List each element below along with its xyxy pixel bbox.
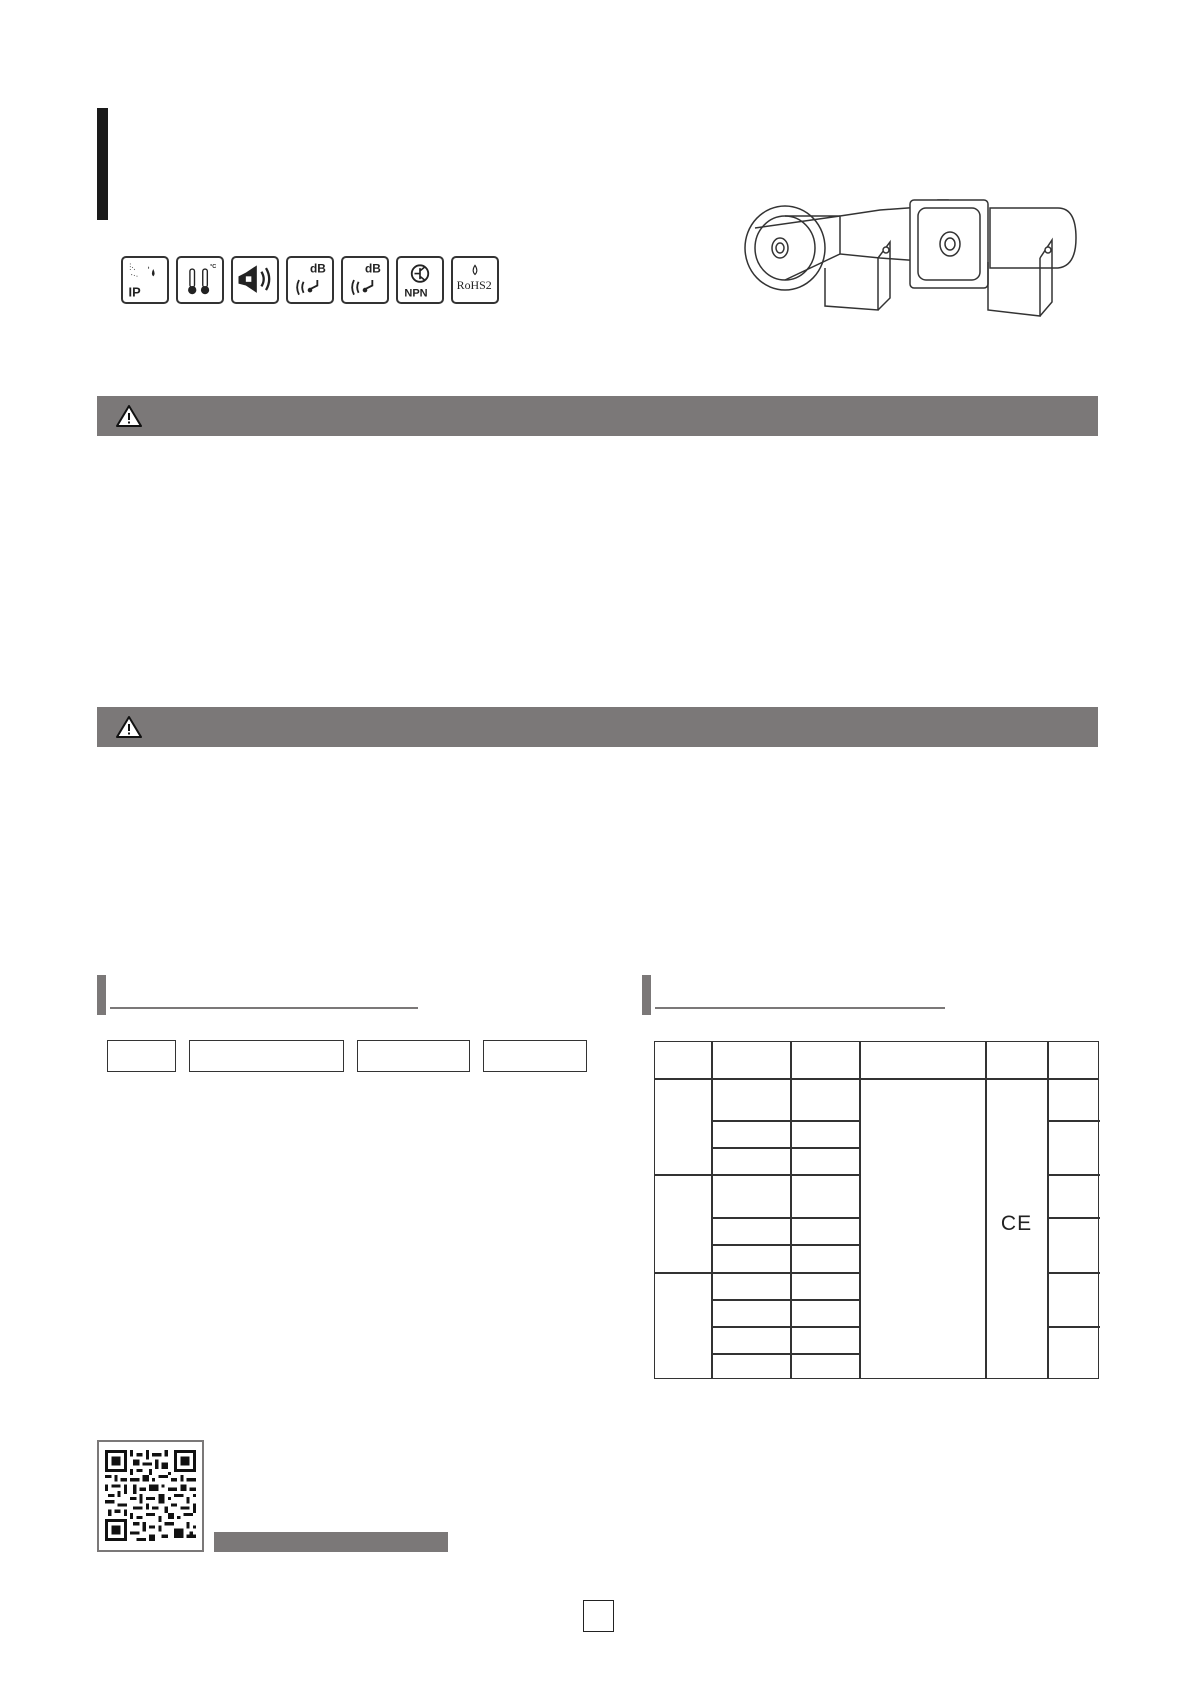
table-header-line [655, 1078, 1098, 1080]
model-code-box-1 [107, 1040, 176, 1072]
table-col-line [790, 1042, 792, 1378]
page-number-box [583, 1600, 614, 1632]
table-col-line [711, 1042, 713, 1378]
warning-icon [115, 404, 143, 428]
table-row-line [711, 1326, 860, 1328]
sound-level-icon-1 [286, 256, 334, 304]
section-underline-left [110, 1007, 418, 1009]
table-group-line [655, 1174, 860, 1176]
spec-table [654, 1041, 1099, 1379]
temperature-icon [176, 256, 224, 304]
db-text-1: dB [310, 261, 326, 276]
section-marker-right [642, 975, 651, 1015]
title-bar [97, 108, 108, 220]
table-row-line [711, 1299, 860, 1301]
qr-code [105, 1450, 196, 1541]
product-illustration [740, 198, 1080, 330]
table-col-line [859, 1042, 861, 1378]
table-col-line [985, 1042, 987, 1378]
table-row-line [1047, 1174, 1100, 1176]
temp-unit-text: °C [210, 264, 217, 271]
qr-label-bar [214, 1532, 448, 1552]
npn-icon [396, 256, 444, 304]
table-row-line [1047, 1326, 1100, 1328]
table-row-line [1047, 1120, 1100, 1122]
ip-rating-icon [121, 256, 169, 304]
qr-code-frame [97, 1440, 204, 1552]
table-group-line [655, 1272, 860, 1274]
horn-speaker-icon [231, 256, 279, 304]
sound-level-icon-2 [341, 256, 389, 304]
warning-banner-2 [97, 707, 1098, 747]
table-col-line [1047, 1042, 1049, 1378]
ip-text: IP [128, 284, 141, 300]
table-row-line [1047, 1272, 1100, 1274]
table-row-line [711, 1244, 860, 1246]
table-row-line [711, 1147, 860, 1149]
npn-text: NPN [404, 287, 428, 300]
model-code-box-2 [189, 1040, 344, 1072]
table-row-line [711, 1120, 860, 1122]
ce-mark: CE [1000, 1212, 1033, 1235]
model-code-box-4 [483, 1040, 587, 1072]
db-text-2: dB [365, 261, 381, 276]
rohs2-icon [451, 256, 499, 304]
model-code-box-3 [357, 1040, 470, 1072]
section-marker-left [97, 975, 106, 1015]
section-underline-right [655, 1007, 945, 1009]
table-row-line [711, 1217, 860, 1219]
table-row-line [1047, 1217, 1100, 1219]
warning-icon [115, 715, 143, 739]
warning-banner-1 [97, 396, 1098, 436]
rohs2-text: RoHS2 [456, 278, 492, 293]
table-row-line [711, 1353, 860, 1355]
